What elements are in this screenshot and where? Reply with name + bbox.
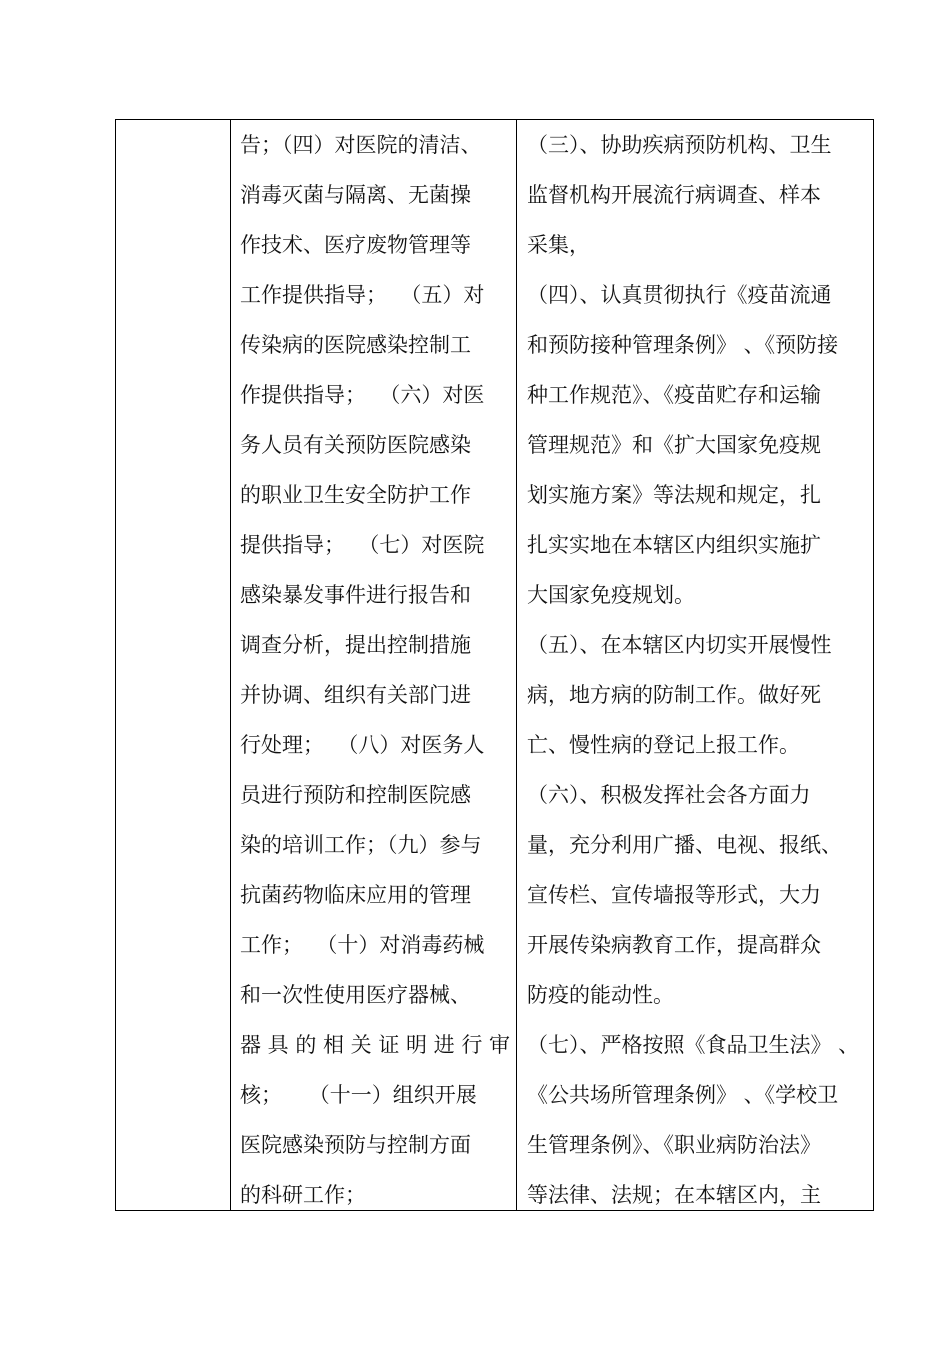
document-table [115, 119, 874, 1211]
right-text-line: （七）、严格按照《食品卫生法》 、 [527, 1033, 860, 1057]
right-text-line: 亡、慢性病的登记上报工作。 [527, 733, 800, 757]
middle-text-line: 工作提供指导； （五）对 [240, 283, 485, 307]
middle-text-line: 的科研工作； [240, 1183, 366, 1207]
right-text-line: 生管理条例》、《职业病防治法》 [527, 1133, 821, 1157]
right-text-line: 管理规范》和《扩大国家免疫规 [527, 433, 821, 457]
right-text-line: 种工作规范》、《疫苗贮存和运输 [527, 383, 821, 407]
right-text-line: 量，充分利用广播、电视、报纸、 [527, 833, 842, 857]
right-text-line: 开展传染病教育工作，提高群众 [527, 933, 821, 957]
middle-text-line: 行处理； （八）对医务人 [240, 733, 485, 757]
right-text-line: 扎实实地在本辖区内组织实施扩 [527, 533, 821, 557]
right-text-line: 等法律、法规；在本辖区内，主 [527, 1183, 821, 1207]
right-text-line: 病，地方病的防制工作。做好死 [527, 683, 821, 707]
right-text-line: 采集， [527, 233, 590, 257]
middle-text-line: 并协调、组织有关部门进 [240, 683, 471, 707]
right-column-cell [527, 120, 873, 1210]
middle-text-line: 消毒灭菌与隔离、无菌操 [240, 183, 471, 207]
middle-text-line: 医院感染预防与控制方面 [240, 1133, 471, 1157]
right-text-line: 大国家免疫规划。 [527, 583, 695, 607]
middle-text-line: 调查分析，提出控制措施 [240, 633, 471, 657]
middle-text-line: 工作； （十）对消毒药械 [240, 933, 485, 957]
right-text-line: 防疫的能动性。 [527, 983, 674, 1007]
middle-text-line: 器具的相关证明进行审 [240, 1033, 510, 1057]
middle-text-line: 染的培训工作；（九）参与 [240, 833, 482, 857]
right-text-line: （六）、积极发挥社会各方面力 [527, 783, 811, 807]
right-text-line: （五）、在本辖区内切实开展慢性 [527, 633, 832, 657]
middle-text-line: 作提供指导； （六）对医 [240, 383, 485, 407]
right-text-line: 《公共场所管理条例》 、《学校卫 [527, 1083, 839, 1107]
middle-text-line: 传染病的医院感染控制工 [240, 333, 471, 357]
column-divider-left [230, 120, 231, 1210]
right-text-line: 宣传栏、宣传墙报等形式，大力 [527, 883, 821, 907]
middle-text-line: 的职业卫生安全防护工作 [240, 483, 471, 507]
right-text-line: 监督机构开展流行病调查、样本 [527, 183, 821, 207]
middle-column-cell [240, 120, 516, 1210]
middle-text-line: 告；（四）对医院的清洁、 [240, 133, 482, 157]
middle-text-line: 务人员有关预防医院感染 [240, 433, 471, 457]
middle-text-line: 和一次性使用医疗器械、 [240, 983, 471, 1007]
column-divider-right [516, 120, 517, 1210]
right-text-line: 和预防接种管理条例》 、《预防接 [527, 333, 839, 357]
middle-text-line: 抗菌药物临床应用的管理 [240, 883, 471, 907]
middle-text-line: 提供指导； （七）对医院 [240, 533, 485, 557]
right-text-line: （三）、协助疾病预防机构、卫生 [527, 133, 832, 157]
right-text-line: 划实施方案》等法规和规定，扎 [527, 483, 821, 507]
middle-text-line: 员进行预防和控制医院感 [240, 783, 471, 807]
middle-text-line: 作技术、医疗废物管理等 [240, 233, 471, 257]
right-text-line: （四）、认真贯彻执行《疫苗流通 [527, 283, 832, 307]
middle-text-line: 感染暴发事件进行报告和 [240, 583, 471, 607]
middle-text-line: 核； （十一）组织开展 [240, 1083, 477, 1107]
